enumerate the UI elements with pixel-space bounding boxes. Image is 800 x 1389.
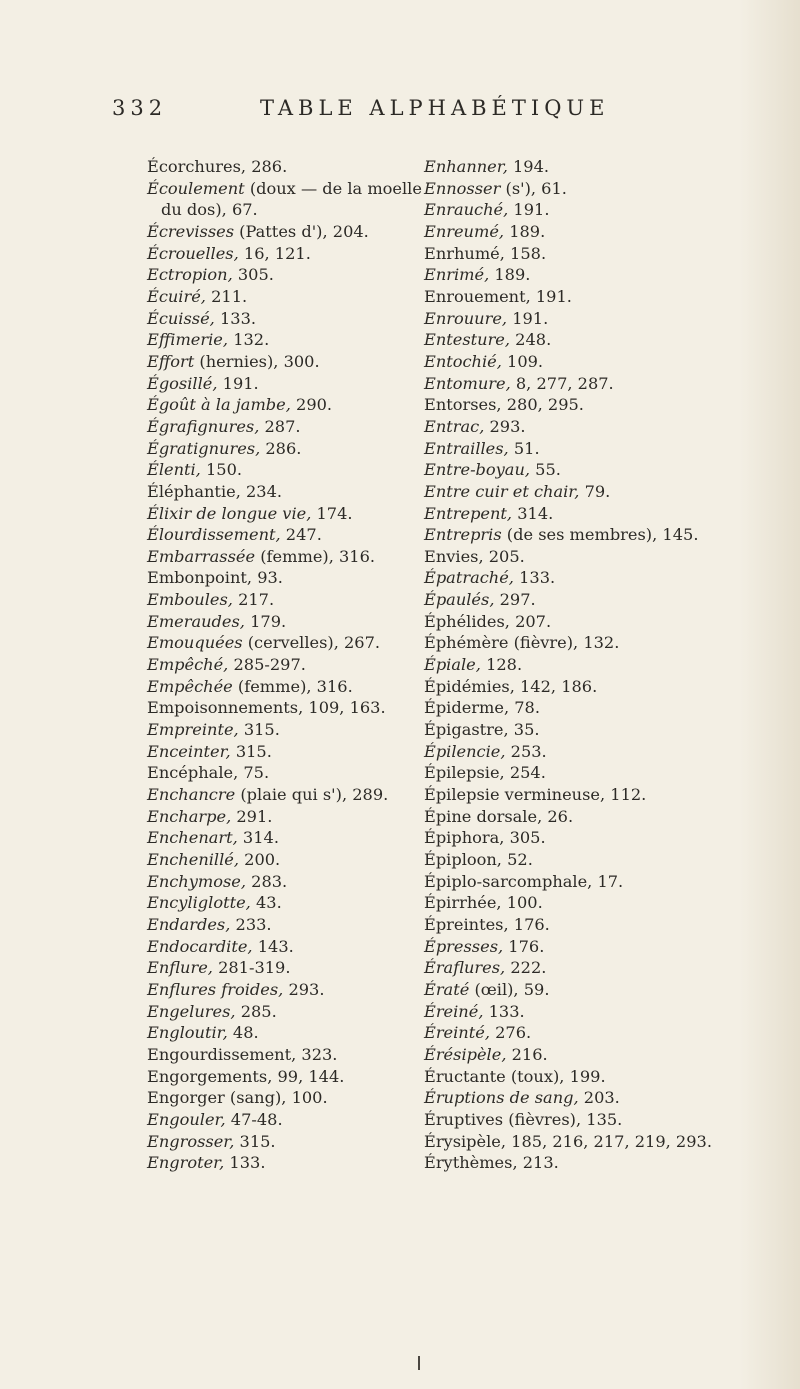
entry-reference: 285. (235, 1001, 277, 1021)
page-title: TABLE ALPHABÉTIQUE (260, 96, 610, 120)
entry-term: Enrauché, (424, 200, 509, 220)
index-entry (424, 546, 784, 568)
entry-term: Érésipèle, (424, 1044, 507, 1064)
entry-term: Élixir de longue vie, (147, 503, 312, 523)
entry-reference: Éphémère (fièvre), 132. (424, 633, 620, 653)
entry-reference: 293. (484, 416, 526, 436)
entry-reference: 315. (238, 720, 280, 740)
entry-term: Égoût à la jambe, (147, 395, 291, 415)
entry-term: Enflure, (147, 958, 213, 978)
entry-reference: Engourdissement, 323. (147, 1044, 338, 1064)
entry-term: Empêchée (147, 676, 233, 696)
entry-reference: 314. (512, 503, 554, 523)
index-entry (424, 1109, 784, 1131)
index-entry (424, 308, 784, 330)
entry-reference: 297. (494, 590, 536, 610)
entry-reference: 315. (230, 741, 272, 761)
entry-reference: (de ses membres), 145. (501, 525, 699, 545)
index-entry (424, 438, 784, 460)
entry-term: Entrepris (424, 525, 502, 545)
entry-term: Effort (147, 351, 195, 371)
entry-reference: Encéphale, 75. (147, 763, 270, 783)
entry-reference: 194. (507, 157, 550, 176)
entry-term: Éruptions de sang, (424, 1088, 579, 1108)
index-entry (424, 394, 784, 416)
entry-reference: 217. (232, 590, 275, 610)
index-entry (424, 264, 784, 286)
entry-reference: 233. (230, 914, 272, 934)
entry-term: Entrailles, (424, 438, 509, 458)
entry-reference: du dos), 67. (161, 200, 258, 220)
entry-term: Encyliglotte, (147, 893, 251, 913)
entry-reference: 276. (489, 1023, 532, 1043)
entry-reference: 247. (280, 525, 322, 545)
entry-reference: 189. (489, 265, 531, 285)
index-entry (424, 654, 784, 676)
entry-reference: 191. (217, 373, 259, 393)
index-entry (424, 762, 784, 784)
entry-term: Entochié, (424, 351, 502, 371)
entry-term: Enchenillé, (147, 850, 239, 869)
entry-term: Épatraché, (424, 568, 514, 588)
entry-term: Enchancre (147, 785, 236, 805)
entry-reference: 216. (506, 1044, 548, 1064)
entry-term: Égratignures, (147, 438, 261, 458)
entry-reference: 174. (311, 503, 353, 523)
entry-reference: Épirrhée, 100. (424, 893, 543, 913)
entry-term: Entrac, (424, 416, 485, 436)
entry-reference: Engorger (sang), 100. (147, 1088, 328, 1108)
entry-term: Épiale, (424, 655, 481, 675)
entry-reference: Éruptives (fièvres), 135. (424, 1109, 623, 1129)
entry-reference: Enrhumé, 158. (424, 243, 547, 263)
index-entry (424, 957, 784, 979)
entry-reference: Épiploon, 52. (424, 850, 533, 869)
entry-reference: 176. (503, 936, 545, 956)
entry-reference: (s'), 61. (500, 178, 567, 198)
index-entry (424, 221, 784, 243)
entry-reference: 179. (244, 611, 287, 631)
entry-reference: (hernies), 300. (194, 351, 320, 371)
entry-term: Entre cuir et chair, (424, 481, 580, 501)
entry-term: Enhanner, (424, 157, 508, 176)
entry-reference: 293. (283, 979, 325, 999)
entry-term: Entrepent, (424, 503, 513, 523)
entry-term: Enceinter, (147, 741, 231, 761)
entry-reference: Épilepsie, 254. (424, 763, 546, 783)
page-number: 332 (112, 96, 168, 120)
entry-reference: 133. (513, 568, 556, 588)
entry-reference: Entorses, 280, 295. (424, 395, 584, 415)
index-entry (424, 892, 784, 914)
entry-reference: 189. (504, 221, 546, 241)
index-entry (424, 351, 784, 373)
entry-reference: 133. (224, 1153, 266, 1173)
entry-term: Engouler, (147, 1109, 226, 1129)
entry-term: Éraflures, (424, 958, 506, 978)
entry-reference: Embonpoint, 93. (147, 568, 283, 588)
index-entry (424, 286, 784, 308)
entry-reference: 281-319. (212, 958, 291, 978)
entry-reference: Éléphantie, 234. (147, 481, 283, 501)
entry-reference: Engorgements, 99, 144. (147, 1066, 345, 1086)
entry-reference: 51. (508, 438, 540, 458)
index-entry (424, 503, 784, 525)
entry-reference: 79. (579, 481, 611, 501)
index-entry (424, 1087, 784, 1109)
entry-term: Entesture, (424, 330, 511, 350)
entry-term: Engloutir, (147, 1023, 228, 1043)
entry-reference: 287. (259, 416, 301, 436)
entry-term: Enchenart, (147, 828, 238, 848)
entry-reference: (femme), 316. (255, 546, 376, 566)
entry-reference: (doux — de la moelle (244, 178, 422, 198)
index-entry (424, 1131, 784, 1153)
entry-reference: (Pattes d'), 204. (234, 221, 369, 241)
entry-reference: Enrouement, 191. (424, 286, 572, 306)
entry-reference: 285-297. (228, 655, 306, 675)
index-entry (424, 459, 784, 481)
index-entry (424, 697, 784, 719)
entry-term: Épresses, (424, 936, 504, 956)
index-entry (424, 1152, 784, 1174)
entry-reference: Épreintes, 176. (424, 914, 550, 934)
entry-term: Écrevisses (147, 221, 235, 241)
entry-term: Ennosser (424, 178, 501, 198)
index-entry (424, 936, 784, 958)
entry-term: Enflures froides, (147, 979, 284, 999)
entry-reference: 143. (252, 936, 294, 956)
entry-term: Endardes, (147, 914, 231, 934)
entry-term: Épilencie, (424, 741, 506, 761)
entry-reference: 191. (507, 308, 549, 328)
entry-reference: Épidémies, 142, 186. (424, 676, 598, 696)
entry-reference: 200. (239, 850, 281, 869)
entry-reference: (femme), 316. (232, 676, 353, 696)
entry-term: Emouquées (147, 633, 243, 653)
index-entry (424, 1066, 784, 1088)
index-entry (424, 676, 784, 698)
entry-term: Écoulement (147, 178, 245, 198)
entry-term: Ératé (424, 979, 470, 999)
entry-reference: Éructante (toux), 199. (424, 1066, 606, 1086)
entry-term: Endocardite, (147, 936, 253, 956)
entry-reference: (œil), 59. (469, 979, 550, 999)
index-entry (424, 632, 784, 654)
entry-reference: 191. (508, 200, 550, 220)
entry-reference: 222. (505, 958, 547, 978)
entry-reference: 133. (483, 1001, 525, 1021)
entry-reference: 248. (510, 330, 552, 350)
entry-term: Élenti, (147, 460, 201, 480)
entry-term: Ectropion, (147, 265, 233, 285)
entry-term: Égrafignures, (147, 416, 260, 436)
entry-reference: 286. (260, 438, 302, 458)
index-entry (424, 199, 784, 221)
entry-reference: 128. (480, 655, 523, 675)
entry-term: Enrouure, (424, 308, 508, 328)
index-entry (424, 849, 784, 871)
index-entry (424, 156, 784, 178)
entry-term: Enrimé, (424, 265, 490, 285)
entry-term: Empêché, (147, 655, 229, 675)
index-entry (424, 784, 784, 806)
index-entry (424, 373, 784, 395)
entry-reference: Éphélides, 207. (424, 611, 552, 631)
index-entry (424, 178, 784, 200)
entry-reference: (plaie qui s'), 289. (235, 785, 389, 805)
entry-reference: Épiderme, 78. (424, 698, 540, 718)
entry-reference: 290. (290, 395, 333, 415)
entry-reference: 291. (231, 806, 273, 826)
entry-term: Emboules, (147, 590, 233, 610)
entry-reference: Épilepsie vermineuse, 112. (424, 785, 647, 805)
entry-reference: Épigastre, 35. (424, 720, 540, 740)
entry-reference: Épiphora, 305. (424, 828, 546, 848)
entry-term: Embarrassée (147, 546, 256, 566)
entry-reference: Empoisonnements, 109, 163. (147, 698, 386, 718)
page-header (112, 96, 632, 126)
index-entry (424, 806, 784, 828)
entry-reference: 133. (214, 308, 257, 328)
entry-reference: Épiplo-sarcomphale, 17. (424, 871, 624, 891)
entry-reference: 315. (234, 1131, 276, 1151)
entry-reference: Érythèmes, 213. (424, 1153, 559, 1173)
index-entry (424, 871, 784, 893)
entry-term: Enchymose, (147, 871, 247, 891)
entry-reference: Érysipèle, 185, 216, 217, 219, 293. (424, 1131, 712, 1151)
index-entry (424, 741, 784, 763)
entry-reference: 55. (530, 460, 561, 480)
index-entry (424, 979, 784, 1001)
entry-term: Épaulés, (424, 590, 495, 610)
entry-term: Empreinte, (147, 720, 239, 740)
entry-reference: 48. (227, 1023, 259, 1043)
index-entry (424, 329, 784, 351)
entry-term: Éreiné, (424, 1001, 484, 1021)
entry-reference: 305. (232, 265, 274, 285)
entry-reference: 283. (246, 871, 288, 891)
entry-reference: 8, 277, 287. (510, 373, 614, 393)
index-entry (424, 524, 784, 546)
entry-reference: Écorchures, 286. (147, 157, 288, 176)
index-entry (424, 1001, 784, 1023)
index-entry (424, 481, 784, 503)
entry-term: Effimerie, (147, 330, 229, 350)
entry-term: Entre-boyau, (424, 460, 531, 480)
entry-term: Élourdissement, (147, 525, 281, 545)
index-entry (424, 243, 784, 265)
index-entry (424, 827, 784, 849)
index-entry (424, 611, 784, 633)
index-entry (424, 589, 784, 611)
entry-reference: 211. (205, 286, 248, 306)
index-column-right (424, 156, 784, 1174)
entry-reference: 253. (505, 741, 547, 761)
entry-term: Éreinté, (424, 1023, 490, 1043)
entry-reference: 43. (250, 893, 282, 913)
entry-reference: (cervelles), 267. (242, 633, 381, 653)
index-entry (424, 567, 784, 589)
entry-term: Écuiré, (147, 286, 206, 306)
entry-term: Emeraudes, (147, 611, 245, 631)
entry-reference: 150. (200, 460, 243, 480)
entry-reference: Envies, 205. (424, 546, 525, 566)
entry-term: Engelures, (147, 1001, 236, 1021)
entry-reference: Épine dorsale, 26. (424, 806, 574, 826)
entry-term: Entomure, (424, 373, 511, 393)
entry-reference: 16, 121. (238, 243, 311, 263)
entry-reference: 203. (578, 1088, 620, 1108)
entry-term: Écuissé, (147, 308, 215, 328)
entry-reference: 47-48. (225, 1109, 283, 1129)
column-rule (418, 1356, 420, 1370)
index-entry (424, 416, 784, 438)
index-entry (424, 719, 784, 741)
entry-term: Égosillé, (147, 373, 218, 393)
entry-term: Engroter, (147, 1153, 225, 1173)
entry-term: Écrouelles, (147, 243, 239, 263)
entry-term: Engrosser, (147, 1131, 235, 1151)
entry-term: Enreumé, (424, 221, 505, 241)
entry-reference: 314. (237, 828, 279, 848)
index-entry (424, 1044, 784, 1066)
entry-reference: 132. (228, 330, 270, 350)
index-entry (424, 1022, 784, 1044)
entry-reference: 109. (501, 351, 544, 371)
index-entry (424, 914, 784, 936)
entry-term: Encharpe, (147, 806, 232, 826)
